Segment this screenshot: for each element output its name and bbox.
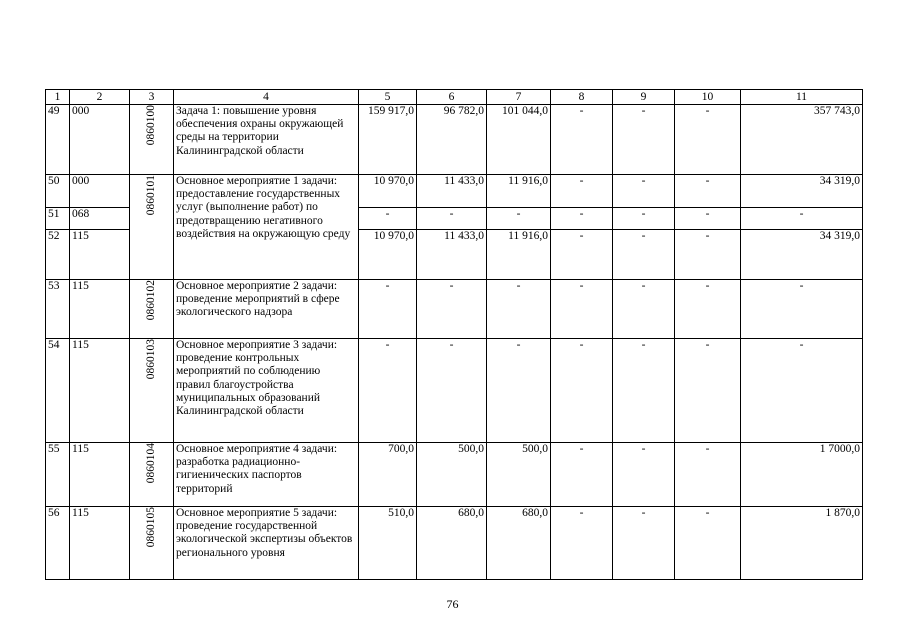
program-code: 0860104: [144, 443, 157, 484]
value-col9: -: [613, 507, 675, 580]
value-col10: -: [675, 339, 741, 443]
value-col7: 101 044,0: [487, 105, 551, 175]
value-col5: -: [359, 339, 417, 443]
description: Задача 1: повышение уровня обеспечения охраны окружающей среды на территории Калининградской области: [174, 105, 359, 175]
description: Основное мероприятие 4 задачи: разработка радиационно-гигиенических паспортов территорий: [174, 443, 359, 507]
value-col9: -: [613, 175, 675, 208]
value-col9: -: [613, 280, 675, 339]
table-row: [46, 175, 863, 208]
program-code-cell: [130, 339, 174, 443]
value-col10: -: [675, 208, 741, 230]
header-cell: 2: [70, 90, 130, 105]
value-col9: -: [613, 230, 675, 280]
header-cell: 1: [46, 90, 70, 105]
header-cell: 11: [741, 90, 863, 105]
value-col8: -: [551, 175, 613, 208]
header-cell: 4: [174, 90, 359, 105]
table-row: [46, 443, 863, 507]
description: Основное мероприятие 2 задачи: проведение мероприятий в сфере экологического надзора: [174, 280, 359, 339]
table-row: [46, 280, 863, 339]
col2-code: 115: [70, 443, 130, 507]
program-code: 0860105: [144, 507, 157, 548]
header-cell: 7: [487, 90, 551, 105]
value-col9: -: [613, 105, 675, 175]
row-number: 51: [46, 208, 70, 230]
description: Основное мероприятие 3 задачи: проведение контрольных мероприятий по соблюдению правил благоустройства муниципальных образований Калининградской области: [174, 339, 359, 443]
program-code-cell: [130, 105, 174, 175]
program-code-cell: [130, 507, 174, 580]
row-number: 54: [46, 339, 70, 443]
col2-code: 115: [70, 230, 130, 280]
value-col7: -: [487, 208, 551, 230]
col2-code: 115: [70, 280, 130, 339]
value-col10: -: [675, 105, 741, 175]
value-col9: -: [613, 339, 675, 443]
program-code: 0860102: [144, 280, 157, 321]
value-col5: -: [359, 208, 417, 230]
value-col7: 680,0: [487, 507, 551, 580]
value-col11: -: [741, 339, 863, 443]
value-col5: 10 970,0: [359, 175, 417, 208]
value-col6: 11 433,0: [417, 175, 487, 208]
row-number: 50: [46, 175, 70, 208]
value-col11: 1 870,0: [741, 507, 863, 580]
value-col9: -: [613, 208, 675, 230]
value-col10: -: [675, 280, 741, 339]
table-row: [46, 507, 863, 580]
value-col9: -: [613, 443, 675, 507]
row-number: 49: [46, 105, 70, 175]
value-col7: -: [487, 339, 551, 443]
page-number: 76: [446, 597, 459, 611]
value-col7: -: [487, 280, 551, 339]
value-col5: 10 970,0: [359, 230, 417, 280]
col2-code: 000: [70, 175, 130, 208]
value-col11: 34 319,0: [741, 175, 863, 208]
row-number: 53: [46, 280, 70, 339]
value-col8: -: [551, 339, 613, 443]
value-col5: -: [359, 280, 417, 339]
value-col8: -: [551, 230, 613, 280]
value-col5: 700,0: [359, 443, 417, 507]
value-col11: 34 319,0: [741, 230, 863, 280]
value-col6: 500,0: [417, 443, 487, 507]
header-row: [46, 90, 863, 105]
value-col10: -: [675, 507, 741, 580]
value-col5: 159 917,0: [359, 105, 417, 175]
description: Основное мероприятие 5 задачи: проведение государственной экологической экспертизы объектов регионального уровня: [174, 507, 359, 580]
row-number: 52: [46, 230, 70, 280]
col2-code: 068: [70, 208, 130, 230]
value-col6: 96 782,0: [417, 105, 487, 175]
value-col10: -: [675, 230, 741, 280]
table-row: [46, 105, 863, 175]
value-col6: -: [417, 208, 487, 230]
value-col8: -: [551, 105, 613, 175]
col2-code: 115: [70, 507, 130, 580]
value-col6: -: [417, 339, 487, 443]
col2-code: 000: [70, 105, 130, 175]
value-col7: 500,0: [487, 443, 551, 507]
program-code: 0860100: [144, 105, 157, 146]
value-col6: -: [417, 280, 487, 339]
program-code-cell: [130, 280, 174, 339]
program-code: 0860101: [144, 175, 157, 216]
program-code-cell: [130, 443, 174, 507]
row-number: 56: [46, 507, 70, 580]
program-code-cell: [130, 175, 174, 280]
value-col8: -: [551, 280, 613, 339]
header-cell: 9: [613, 90, 675, 105]
value-col11: -: [741, 280, 863, 339]
program-code: 0860103: [144, 339, 157, 380]
value-col8: -: [551, 443, 613, 507]
row-number: 55: [46, 443, 70, 507]
col2-code: 115: [70, 339, 130, 443]
table-row: [46, 339, 863, 443]
value-col11: 357 743,0: [741, 105, 863, 175]
value-col7: 11 916,0: [487, 230, 551, 280]
header-cell: 5: [359, 90, 417, 105]
value-col6: 680,0: [417, 507, 487, 580]
header-cell: 3: [130, 90, 174, 105]
value-col6: 11 433,0: [417, 230, 487, 280]
header-cell: 10: [675, 90, 741, 105]
value-col7: 11 916,0: [487, 175, 551, 208]
header-cell: 8: [551, 90, 613, 105]
value-col8: -: [551, 208, 613, 230]
value-col8: -: [551, 507, 613, 580]
value-col11: 1 7000,0: [741, 443, 863, 507]
value-col5: 510,0: [359, 507, 417, 580]
header-cell: 6: [417, 90, 487, 105]
value-col10: -: [675, 443, 741, 507]
budget-table: [45, 89, 863, 580]
value-col11: -: [741, 208, 863, 230]
value-col10: -: [675, 175, 741, 208]
description: Основное мероприятие 1 задачи: предоставление государственных услуг (выполнение работ) по предотвращению негативного воздействия на окружающую среду: [174, 175, 359, 280]
